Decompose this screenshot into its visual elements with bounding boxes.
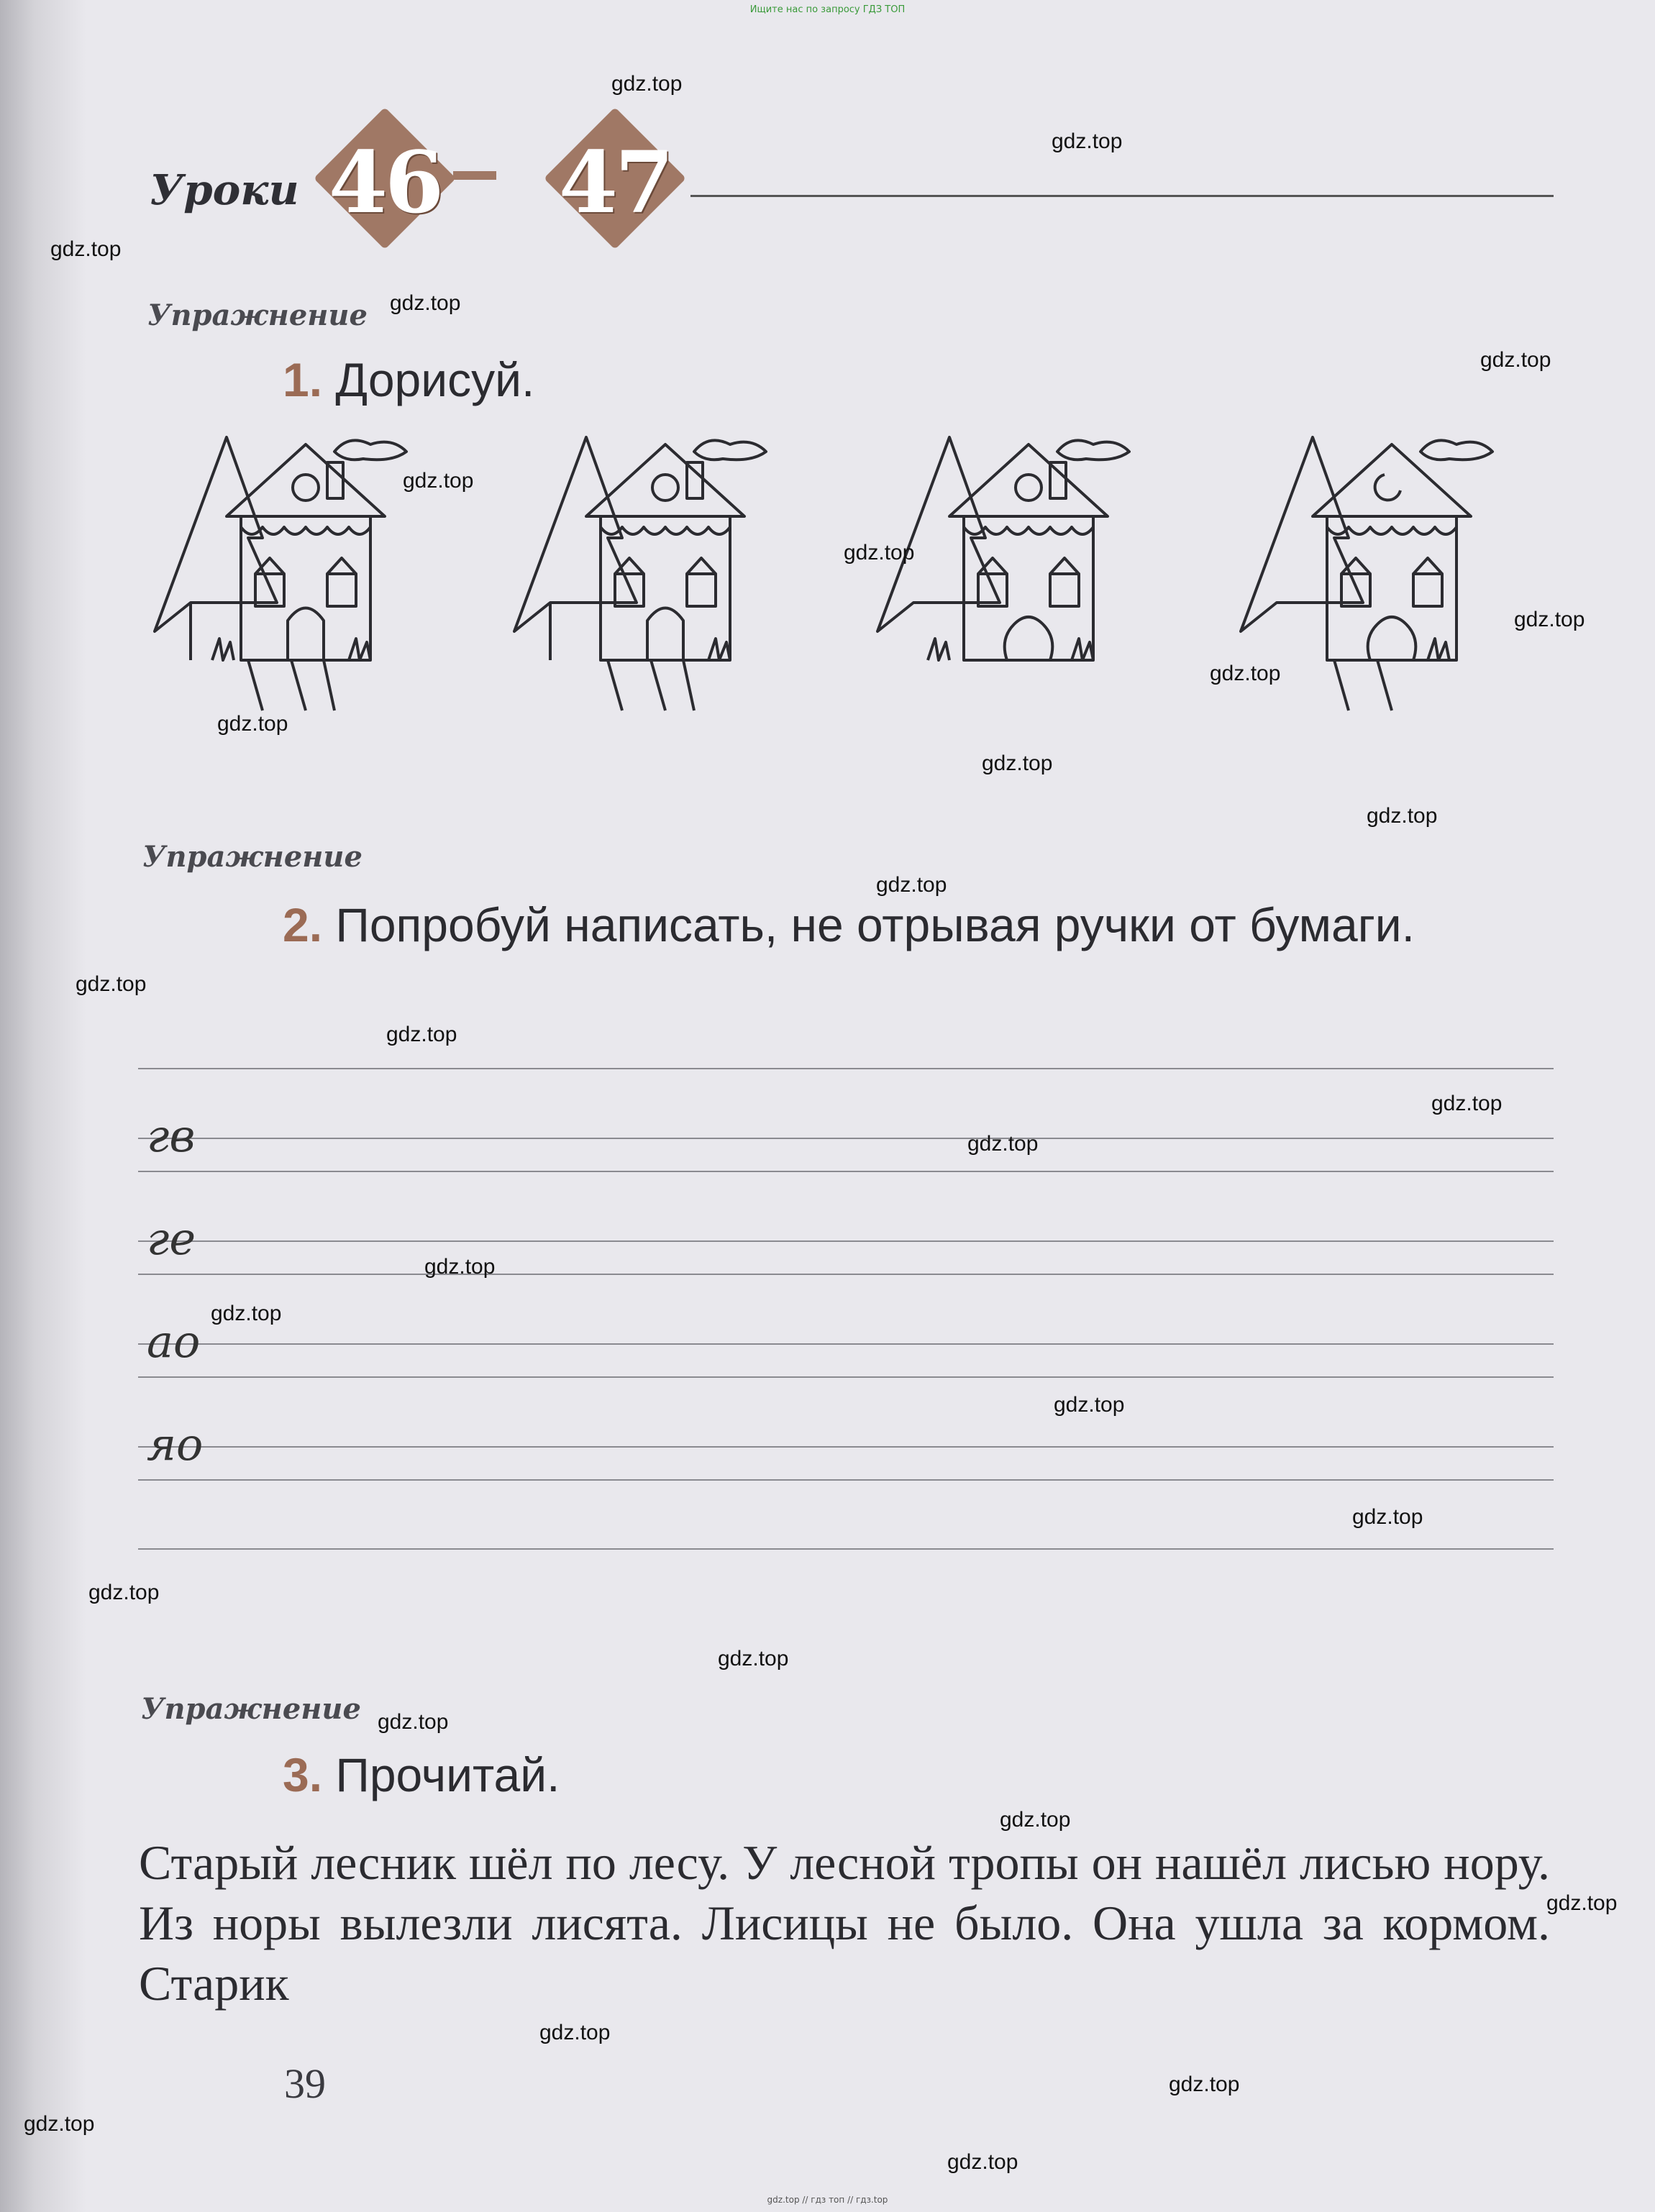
house-drawing-2 <box>507 430 809 718</box>
writing-line <box>138 1343 1554 1345</box>
watermark: gdz.top <box>378 1710 449 1734</box>
writing-line <box>138 1240 1554 1242</box>
watermark: gdz.top <box>844 541 915 565</box>
exercise-2-label: Упражнение <box>142 840 363 874</box>
exercise-2-number: 2. <box>283 898 323 951</box>
houses-illustration <box>147 430 1564 718</box>
writing-line <box>138 1446 1554 1448</box>
exercise-3-title <box>283 1747 560 1802</box>
reading-text: Старый лесник шёл по лесу. У лесной тропы он нашёл лисью нору. Из норы вылезли лисята. Лисицы не было. Она ушла за кормом. Старик <box>139 1835 1550 2011</box>
watermark: gdz.top <box>76 972 147 996</box>
house-drawing-3 <box>870 430 1172 718</box>
watermark: gdz.top <box>403 469 474 493</box>
watermark: gdz.top <box>718 1647 789 1671</box>
writing-sample-3: ао <box>147 1315 201 1368</box>
watermark: gdz.top <box>390 291 461 315</box>
watermark: gdz.top <box>876 873 947 897</box>
lessons-label: Уроки <box>150 165 299 214</box>
writing-sample-2: ге <box>147 1212 196 1265</box>
lesson-number-to: 47 <box>558 132 672 232</box>
exercise-1-number: 1. <box>283 353 323 406</box>
lesson-dash <box>453 171 496 180</box>
exercise-1-title <box>283 352 534 407</box>
exercise-3-text: Прочитай. <box>335 1748 560 1801</box>
watermark: gdz.top <box>1054 1393 1125 1417</box>
watermark: gdz.top <box>88 1581 160 1604</box>
watermark: gdz.top <box>1546 1891 1618 1915</box>
watermark: gdz.top <box>1052 129 1123 153</box>
writing-line <box>138 1171 1554 1172</box>
watermark: gdz.top <box>1367 804 1438 828</box>
page-number: 39 <box>284 2060 326 2107</box>
watermark: gdz.top <box>982 751 1053 775</box>
exercise-3-label: Упражнение <box>141 1692 361 1726</box>
watermark: gdz.top <box>1000 1808 1071 1832</box>
watermark: gdz.top <box>217 712 288 736</box>
header-rule <box>690 195 1554 197</box>
page-binding-shadow <box>0 0 86 2212</box>
watermark: gdz.top <box>386 1023 457 1046</box>
watermark: gdz.top <box>611 72 683 96</box>
watermark: gdz.top <box>1210 662 1281 685</box>
bottom-note: gdz.top // гдз топ // гдз.top <box>767 2195 888 2205</box>
watermark: gdz.top <box>1169 2072 1240 2096</box>
lesson-badge-to <box>543 106 687 250</box>
watermark: gdz.top <box>50 237 122 261</box>
watermark: gdz.top <box>539 2021 611 2044</box>
lessons-header <box>144 106 1582 250</box>
watermark: gdz.top <box>1431 1092 1503 1115</box>
watermark: gdz.top <box>24 2112 95 2136</box>
lesson-number-from: 46 <box>328 132 442 232</box>
watermark: gdz.top <box>211 1302 282 1325</box>
watermark: gdz.top <box>967 1132 1039 1156</box>
writing-line <box>138 1068 1554 1069</box>
exercise-3-number: 3. <box>283 1748 323 1801</box>
writing-line <box>138 1479 1554 1481</box>
exercise-2-text: Попробуй написать, не отрывая ручки от бумаги. <box>335 898 1415 951</box>
watermark: gdz.top <box>1480 348 1551 372</box>
writing-sample-4: яо <box>147 1418 204 1471</box>
exercise-1-label: Упражнение <box>147 298 368 332</box>
writing-sample-1: гв <box>147 1110 196 1162</box>
lesson-badge-from <box>313 106 457 250</box>
writing-line <box>138 1274 1554 1275</box>
exercise-1-text: Дорисуй. <box>335 353 535 406</box>
watermark: gdz.top <box>424 1255 496 1279</box>
watermark: gdz.top <box>947 2150 1018 2174</box>
watermark: gdz.top <box>1352 1505 1423 1529</box>
writing-line <box>138 1138 1554 1139</box>
writing-line <box>138 1376 1554 1378</box>
watermark: gdz.top <box>1514 608 1585 631</box>
writing-line <box>138 1548 1554 1550</box>
top-note: Ищите нас по запросу ГДЗ ТОП <box>749 4 906 15</box>
exercise-2-title <box>283 895 1554 954</box>
